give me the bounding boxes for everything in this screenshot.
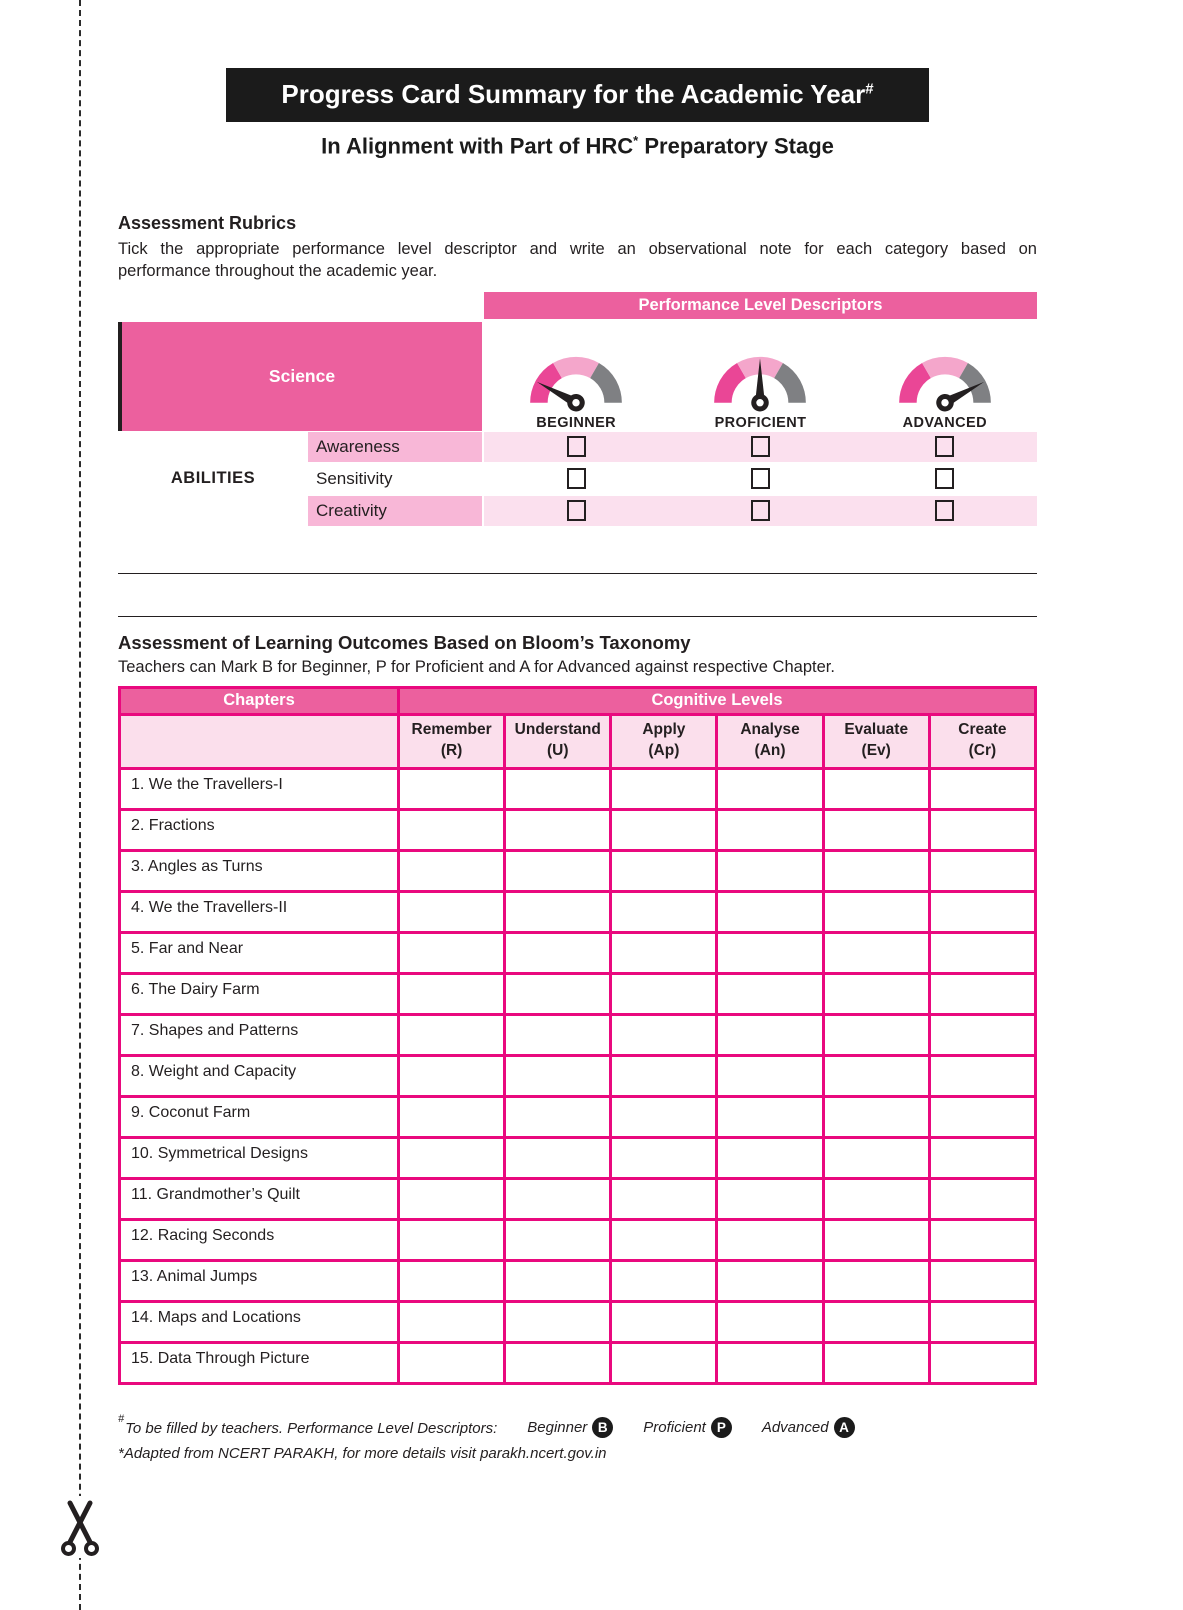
mark-cell[interactable] — [929, 1055, 1035, 1096]
mark-cell[interactable] — [611, 1219, 717, 1260]
mark-cell[interactable] — [505, 1301, 611, 1342]
mark-cell[interactable] — [717, 891, 823, 932]
page-subtitle: In Alignment with Part of HRC* Preparatory Stage — [321, 133, 834, 159]
mark-cell[interactable] — [823, 1137, 929, 1178]
tick-checkbox[interactable] — [567, 436, 586, 457]
mark-cell[interactable] — [823, 850, 929, 891]
col-name: Remember — [411, 721, 492, 739]
mark-cell[interactable] — [505, 768, 611, 809]
mark-cell[interactable] — [399, 1096, 505, 1137]
mark-cell[interactable] — [505, 1055, 611, 1096]
chapter-row — [120, 1219, 1036, 1260]
tick-checkbox[interactable] — [935, 500, 954, 521]
footnote-1-superscript: # — [118, 1412, 125, 1425]
mark-cell[interactable] — [823, 973, 929, 1014]
mark-cell[interactable] — [505, 1096, 611, 1137]
chapter-cell: 14. Maps and Locations — [120, 1301, 399, 1342]
section-divider-top — [118, 573, 1037, 574]
tick-checkbox[interactable] — [751, 468, 770, 489]
cognitive-level-column-header — [929, 714, 1035, 768]
chapter-cell: 7. Shapes and Patterns — [120, 1014, 399, 1055]
chapter-cell: 11. Grandmother’s Quilt — [120, 1178, 399, 1219]
cut-line — [79, 0, 81, 1610]
mark-cell[interactable] — [717, 1301, 823, 1342]
col-name: Evaluate — [844, 721, 909, 739]
footnotes — [118, 1412, 1037, 1462]
mark-cell[interactable] — [717, 973, 823, 1014]
tick-checkbox[interactable] — [751, 436, 770, 457]
cognitive-levels-header: Cognitive Levels — [399, 687, 1036, 714]
chapter-row — [120, 1137, 1036, 1178]
tick-checkbox[interactable] — [567, 500, 586, 521]
rubrics-instructions-line1: Tick the appropriate performance level descriptor and write an observational note for each category based on — [118, 240, 1037, 259]
checkbox-cell — [484, 496, 668, 526]
mark-cell[interactable] — [929, 1301, 1035, 1342]
chapters-header-blank — [120, 714, 399, 768]
mark-cell[interactable] — [399, 1219, 505, 1260]
mark-cell[interactable] — [929, 1014, 1035, 1055]
cognitive-level-column-header — [823, 714, 929, 768]
mark-cell[interactable] — [929, 809, 1035, 850]
mark-cell[interactable] — [929, 973, 1035, 1014]
mark-cell[interactable] — [929, 1342, 1035, 1383]
gauge — [853, 322, 1037, 431]
mark-cell[interactable] — [823, 768, 929, 809]
badge-label: Beginner — [527, 1418, 588, 1436]
chapter-row — [120, 1342, 1036, 1383]
mark-cell[interactable] — [611, 1301, 717, 1342]
mark-cell[interactable] — [717, 1342, 823, 1383]
col-abbr: (U) — [546, 742, 569, 760]
mark-cell[interactable] — [929, 768, 1035, 809]
mark-cell[interactable] — [611, 1096, 717, 1137]
footnote-2: *Adapted from NCERT PARAKH, for more details visit parakh.ncert.gov.in — [118, 1444, 607, 1462]
chapter-row — [120, 932, 1036, 973]
mark-cell[interactable] — [823, 1301, 929, 1342]
mark-cell[interactable] — [929, 1096, 1035, 1137]
mark-cell[interactable] — [611, 1137, 717, 1178]
chapter-cell: 4. We the Travellers-II — [120, 891, 399, 932]
chapter-cell: 10. Symmetrical Designs — [120, 1137, 399, 1178]
chapter-cell: 2. Fractions — [120, 809, 399, 850]
mark-cell[interactable] — [823, 1096, 929, 1137]
checkbox-cell — [853, 496, 1037, 526]
mark-cell[interactable] — [611, 768, 717, 809]
badge-label: Proficient — [643, 1418, 706, 1436]
col-name: Analyse — [740, 721, 800, 739]
mark-cell[interactable] — [611, 1178, 717, 1219]
mark-cell[interactable] — [611, 891, 717, 932]
gauge-dial-icon — [704, 345, 816, 413]
col-abbr: (An) — [754, 742, 786, 760]
badge-label: Advanced — [761, 1418, 829, 1436]
mark-cell[interactable] — [399, 1301, 505, 1342]
chapter-row — [120, 1260, 1036, 1301]
chapter-row — [120, 973, 1036, 1014]
descriptor-badge-group — [527, 1417, 613, 1438]
mark-cell[interactable] — [399, 1342, 505, 1383]
outcomes-heading: Assessment of Learning Outcomes Based on Bloom’s Taxonomy — [118, 631, 691, 653]
chapter-row — [120, 1014, 1036, 1055]
subtitle-superscript: * — [633, 133, 639, 148]
mark-cell[interactable] — [717, 1055, 823, 1096]
chapter-cell: 8. Weight and Capacity — [120, 1055, 399, 1096]
mark-cell[interactable] — [399, 1260, 505, 1301]
chapter-cell: 12. Racing Seconds — [120, 1219, 399, 1260]
chapter-cell: 6. The Dairy Farm — [120, 973, 399, 1014]
mark-cell[interactable] — [717, 1014, 823, 1055]
mark-cell[interactable] — [717, 1219, 823, 1260]
mark-cell[interactable] — [611, 809, 717, 850]
mark-cell[interactable] — [611, 1342, 717, 1383]
mark-cell[interactable] — [929, 1219, 1035, 1260]
mark-cell[interactable] — [399, 850, 505, 891]
rubrics-spacer — [118, 292, 482, 319]
gauge-level-label: PROFICIENT — [714, 414, 807, 431]
checkbox-cell — [853, 432, 1037, 462]
cognitive-level-column-header — [505, 714, 611, 768]
mark-cell[interactable] — [505, 973, 611, 1014]
section-divider-bottom — [118, 616, 1037, 617]
gauge — [668, 322, 852, 431]
chapters-header: Chapters — [120, 687, 399, 714]
ability-rows — [308, 432, 1037, 526]
badge-letter: B — [592, 1417, 613, 1438]
rubrics-table — [118, 292, 1037, 526]
tick-checkbox[interactable] — [935, 436, 954, 457]
checkbox-cell — [853, 464, 1037, 494]
chapter-cell: 5. Far and Near — [120, 932, 399, 973]
mark-cell[interactable] — [929, 1260, 1035, 1301]
checkbox-cell — [668, 464, 852, 494]
mark-cell[interactable] — [823, 1178, 929, 1219]
chapter-cell: 1. We the Travellers-I — [120, 768, 399, 809]
tick-checkbox[interactable] — [935, 468, 954, 489]
page-title-text: Progress Card Summary for the Academic Year — [281, 79, 866, 109]
mark-cell[interactable] — [717, 1096, 823, 1137]
gauge-dial-icon — [520, 345, 632, 413]
mark-cell[interactable] — [505, 1137, 611, 1178]
chapter-row — [120, 1096, 1036, 1137]
mark-cell[interactable] — [929, 1178, 1035, 1219]
chapter-row — [120, 891, 1036, 932]
tick-checkbox[interactable] — [567, 468, 586, 489]
col-name: Apply — [642, 721, 686, 739]
col-name: Understand — [514, 721, 601, 739]
mark-cell[interactable] — [505, 809, 611, 850]
mark-cell[interactable] — [505, 1342, 611, 1383]
mark-cell[interactable] — [823, 1260, 929, 1301]
col-abbr: (Ap) — [648, 742, 680, 760]
chapter-cell: 9. Coconut Farm — [120, 1096, 399, 1137]
mark-cell[interactable] — [611, 932, 717, 973]
mark-cell[interactable] — [823, 1342, 929, 1383]
footnote-1 — [118, 1412, 1037, 1438]
checkbox-strip — [484, 464, 1037, 494]
mark-cell[interactable] — [717, 768, 823, 809]
chapter-row — [120, 1055, 1036, 1096]
gauge — [484, 322, 668, 431]
checkbox-cell — [484, 432, 668, 462]
mark-cell[interactable] — [399, 973, 505, 1014]
mark-cell[interactable] — [823, 891, 929, 932]
badge-letter: A — [834, 1417, 855, 1438]
chapter-cell: 13. Animal Jumps — [120, 1260, 399, 1301]
gauge-level-label: ADVANCED — [902, 414, 987, 431]
badge-letter: P — [711, 1417, 732, 1438]
outcomes-instructions: Teachers can Mark B for Beginner, P for Proficient and A for Advanced against respective Chapter. — [118, 657, 835, 676]
chapter-row — [120, 768, 1036, 809]
title-superscript: # — [865, 80, 874, 98]
col-abbr: (Cr) — [968, 742, 997, 760]
abilities-group-label: ABILITIES — [118, 432, 308, 526]
mark-cell[interactable] — [505, 1260, 611, 1301]
mark-cell[interactable] — [717, 1260, 823, 1301]
outcomes-table — [118, 686, 1037, 1385]
checkbox-strip — [484, 432, 1037, 462]
rubrics-heading: Assessment Rubrics — [118, 213, 297, 234]
chapter-cell: 15. Data Through Picture — [120, 1342, 399, 1383]
mark-cell[interactable] — [399, 1137, 505, 1178]
outcomes-header-row — [120, 687, 1036, 714]
mark-cell[interactable] — [611, 1260, 717, 1301]
gauge-dial-icon — [889, 345, 1001, 413]
ability-label: Awareness — [308, 432, 482, 462]
mark-cell[interactable] — [823, 1055, 929, 1096]
mark-cell[interactable] — [929, 932, 1035, 973]
cognitive-level-column-header — [399, 714, 505, 768]
mark-cell[interactable] — [929, 850, 1035, 891]
mark-cell[interactable] — [505, 1178, 611, 1219]
descriptor-badge-group — [643, 1417, 732, 1438]
page-title — [226, 68, 929, 122]
col-abbr: (R) — [440, 742, 463, 760]
mark-cell[interactable] — [399, 768, 505, 809]
chapter-row — [120, 850, 1036, 891]
mark-cell[interactable] — [717, 809, 823, 850]
mark-cell[interactable] — [929, 891, 1035, 932]
checkbox-cell — [484, 464, 668, 494]
rubrics-instructions-line2: performance throughout the academic year. — [118, 262, 438, 281]
descriptor-badge-group — [762, 1417, 855, 1438]
mark-cell[interactable] — [717, 1137, 823, 1178]
mark-cell[interactable] — [717, 1178, 823, 1219]
mark-cell[interactable] — [399, 891, 505, 932]
mark-cell[interactable] — [399, 1014, 505, 1055]
gauge-level-label: BEGINNER — [536, 414, 617, 431]
checkbox-cell — [668, 496, 852, 526]
tick-checkbox[interactable] — [751, 500, 770, 521]
scissors-icon — [59, 1496, 101, 1558]
cognitive-level-column-header — [717, 714, 823, 768]
col-name: Create — [958, 721, 1007, 739]
col-abbr: (Ev) — [861, 742, 891, 760]
ability-label: Sensitivity — [308, 464, 482, 494]
cognitive-level-column-header — [611, 714, 717, 768]
mark-cell[interactable] — [505, 891, 611, 932]
ability-row — [308, 464, 1037, 494]
performance-level-descriptors-header: Performance Level Descriptors — [484, 292, 1037, 319]
mark-cell[interactable] — [823, 1219, 929, 1260]
ability-label: Creativity — [308, 496, 482, 526]
mark-cell[interactable] — [823, 1014, 929, 1055]
mark-cell[interactable] — [611, 1014, 717, 1055]
mark-cell[interactable] — [717, 932, 823, 973]
chapter-row — [120, 809, 1036, 850]
document-content — [118, 0, 1037, 1462]
mark-cell[interactable] — [399, 1055, 505, 1096]
checkbox-strip — [484, 496, 1037, 526]
mark-cell[interactable] — [505, 850, 611, 891]
mark-cell[interactable] — [823, 809, 929, 850]
footnote-1-text: To be filled by teachers. Performance Level Descriptors: — [125, 1419, 498, 1437]
ability-row — [308, 432, 1037, 462]
mark-cell[interactable] — [823, 932, 929, 973]
mark-cell[interactable] — [611, 973, 717, 1014]
subject-cell: Science — [118, 322, 482, 431]
ability-row — [308, 496, 1037, 526]
gauges-area — [484, 322, 1037, 431]
mark-cell[interactable] — [611, 850, 717, 891]
chapter-cell: 3. Angles as Turns — [120, 850, 399, 891]
mark-cell[interactable] — [399, 932, 505, 973]
mark-cell[interactable] — [717, 850, 823, 891]
mark-cell[interactable] — [399, 809, 505, 850]
chapter-row — [120, 1178, 1036, 1219]
mark-cell[interactable] — [505, 1219, 611, 1260]
mark-cell[interactable] — [929, 1137, 1035, 1178]
outcomes-tbody — [120, 768, 1036, 1383]
mark-cell[interactable] — [505, 1014, 611, 1055]
cognitive-header-row — [120, 714, 1036, 768]
chapter-row — [120, 1301, 1036, 1342]
mark-cell[interactable] — [399, 1178, 505, 1219]
mark-cell[interactable] — [611, 1055, 717, 1096]
checkbox-cell — [668, 432, 852, 462]
mark-cell[interactable] — [505, 932, 611, 973]
